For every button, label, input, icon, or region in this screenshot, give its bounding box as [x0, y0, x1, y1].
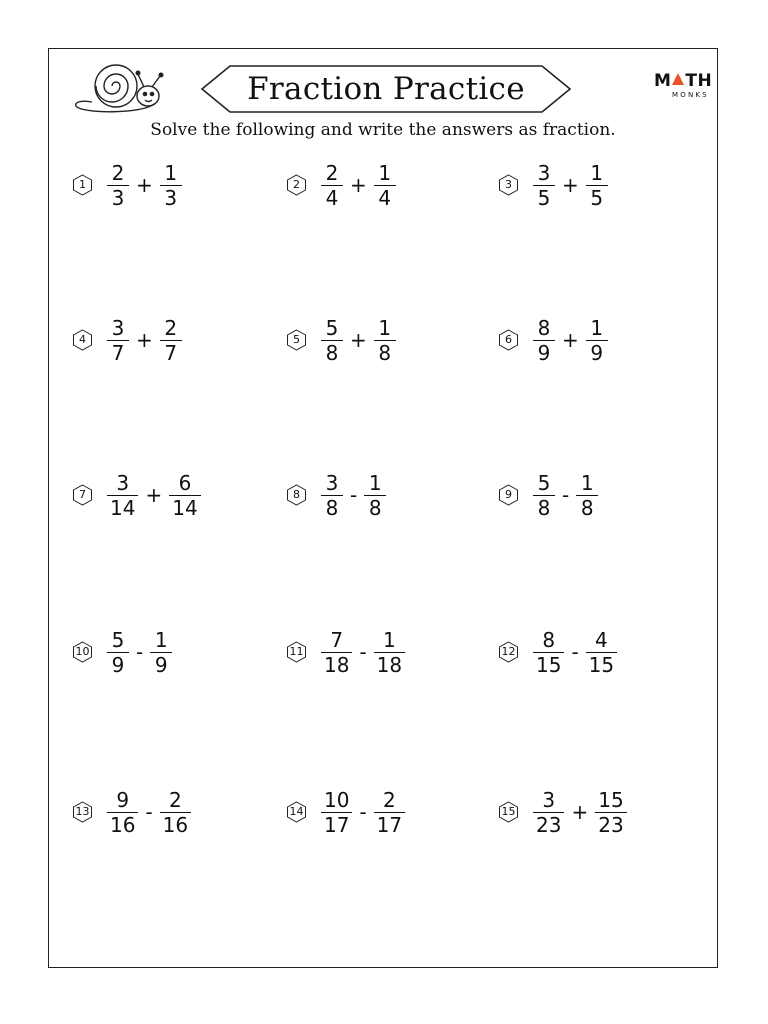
logo-subtext: MONKS — [672, 91, 709, 99]
denominator: 9 — [107, 652, 129, 676]
denominator: 8 — [321, 340, 343, 364]
denominator: 7 — [107, 340, 129, 364]
operator: + — [571, 800, 589, 824]
fraction-a — [107, 162, 129, 209]
fraction-b — [374, 789, 405, 836]
logo-triangle-icon — [672, 73, 684, 85]
problem-number: 15 — [501, 805, 516, 818]
operator: + — [136, 173, 153, 197]
denominator: 23 — [595, 812, 626, 836]
denominator: 18 — [374, 652, 405, 676]
numerator: 1 — [590, 315, 604, 340]
problem-number-badge — [286, 174, 307, 196]
problem-number: 4 — [79, 333, 86, 346]
fraction-a — [533, 472, 555, 519]
problem-item — [72, 310, 182, 370]
fraction-a — [107, 472, 138, 519]
denominator: 17 — [374, 812, 405, 836]
numerator: 6 — [178, 470, 192, 495]
fraction-a — [533, 162, 555, 209]
problem-number-badge — [72, 174, 93, 196]
problem-number-badge — [286, 329, 307, 351]
denominator: 23 — [533, 812, 564, 836]
problem-number: 2 — [293, 178, 300, 191]
problem-number: 14 — [289, 805, 304, 818]
operator: - — [350, 483, 358, 507]
numerator: 1 — [154, 627, 168, 652]
denominator: 8 — [364, 495, 386, 519]
problem-number: 8 — [293, 488, 300, 501]
numerator: 5 — [325, 315, 339, 340]
denominator: 8 — [576, 495, 598, 519]
logo-text-left: M — [654, 71, 672, 91]
denominator: 14 — [169, 495, 200, 519]
operator: - — [359, 640, 367, 664]
numerator: 3 — [325, 470, 339, 495]
numerator: 15 — [598, 787, 624, 812]
instructions: Solve the following and write the answers as fraction. — [150, 120, 616, 140]
problem-item — [72, 782, 191, 842]
problem-number: 1 — [79, 178, 86, 191]
denominator: 5 — [586, 185, 608, 209]
numerator: 1 — [590, 160, 604, 185]
problem-number: 7 — [79, 488, 86, 501]
operator: + — [562, 328, 579, 352]
operator: + — [350, 173, 367, 197]
problem-number-badge — [498, 801, 519, 823]
fraction-a — [107, 629, 129, 676]
fraction-b — [374, 162, 396, 209]
fraction-b — [586, 162, 608, 209]
fraction-b — [160, 789, 191, 836]
fraction-a — [533, 317, 555, 364]
denominator: 15 — [586, 652, 617, 676]
problem-number: 6 — [505, 333, 512, 346]
problem-number: 13 — [75, 805, 90, 818]
denominator: 9 — [150, 652, 172, 676]
problem-item — [286, 465, 386, 525]
fraction-b — [169, 472, 200, 519]
numerator: 1 — [580, 470, 594, 495]
numerator: 10 — [324, 787, 350, 812]
denominator: 7 — [160, 340, 182, 364]
fraction-b — [576, 472, 598, 519]
operator: + — [562, 173, 579, 197]
problem-number-badge — [286, 641, 307, 663]
numerator: 8 — [542, 627, 556, 652]
operator: + — [136, 328, 153, 352]
numerator: 2 — [111, 160, 125, 185]
problem-item — [498, 622, 617, 682]
problem-number-badge — [72, 641, 93, 663]
problem-item — [72, 622, 172, 682]
operator: - — [359, 800, 367, 824]
problem-number: 10 — [75, 645, 90, 658]
numerator: 2 — [164, 315, 178, 340]
numerator: 4 — [595, 627, 608, 652]
fraction-a — [107, 317, 129, 364]
page-title: Fraction Practice — [247, 71, 525, 107]
denominator: 5 — [533, 185, 555, 209]
denominator: 9 — [533, 340, 555, 364]
fraction-a — [321, 317, 343, 364]
problem-item — [72, 155, 182, 215]
problem-number-badge — [286, 484, 307, 506]
denominator: 8 — [533, 495, 555, 519]
denominator: 8 — [321, 495, 343, 519]
problem-item — [286, 155, 396, 215]
problem-number-badge — [72, 329, 93, 351]
denominator: 3 — [160, 185, 182, 209]
problem-number-badge — [286, 801, 307, 823]
numerator: 3 — [537, 160, 551, 185]
numerator: 1 — [378, 160, 392, 185]
problem-number-badge — [72, 801, 93, 823]
numerator: 3 — [542, 787, 556, 812]
numerator: 7 — [330, 627, 344, 652]
fraction-a — [321, 162, 343, 209]
problem-number: 9 — [505, 488, 512, 501]
problem-number-badge — [498, 484, 519, 506]
numerator: 5 — [111, 627, 125, 652]
operator: - — [571, 640, 579, 664]
numerator: 1 — [378, 315, 392, 340]
numerator: 2 — [383, 787, 396, 812]
operator: - — [145, 800, 153, 824]
problem-item — [498, 782, 627, 842]
numerator: 1 — [164, 160, 178, 185]
problem-item — [72, 465, 201, 525]
problem-number: 11 — [289, 645, 304, 658]
numerator: 2 — [169, 787, 182, 812]
fraction-a — [107, 789, 138, 836]
denominator: 15 — [533, 652, 564, 676]
problem-number-badge — [498, 174, 519, 196]
denominator: 9 — [586, 340, 608, 364]
problem-number: 5 — [293, 333, 300, 346]
denominator: 4 — [321, 185, 343, 209]
numerator: 3 — [111, 315, 125, 340]
denominator: 8 — [374, 340, 396, 364]
problem-number: 12 — [501, 645, 516, 658]
denominator: 17 — [321, 812, 352, 836]
fraction-b — [595, 789, 626, 836]
problem-item — [286, 310, 396, 370]
numerator: 2 — [325, 160, 339, 185]
problem-number: 3 — [505, 178, 512, 191]
numerator: 3 — [116, 470, 130, 495]
fraction-a — [321, 472, 343, 519]
operator: + — [145, 483, 163, 507]
snail-illustration — [72, 60, 172, 116]
problem-item — [286, 782, 405, 842]
problem-number-badge — [498, 641, 519, 663]
fraction-b — [364, 472, 386, 519]
problem-item — [498, 310, 608, 370]
problem-item — [498, 155, 608, 215]
fraction-a — [533, 629, 564, 676]
numerator: 8 — [537, 315, 551, 340]
operator: - — [136, 640, 144, 664]
denominator: 18 — [321, 652, 352, 676]
problem-number-badge — [498, 329, 519, 351]
fraction-b — [374, 629, 405, 676]
fraction-b — [374, 317, 396, 364]
problem-item — [498, 465, 598, 525]
problem-number-badge — [72, 484, 93, 506]
fraction-b — [150, 629, 172, 676]
math-monks-logo — [654, 72, 718, 106]
fraction-b — [160, 317, 182, 364]
fraction-a — [321, 629, 352, 676]
logo-text-right: TH — [685, 71, 713, 91]
numerator: 1 — [368, 470, 382, 495]
problem-item — [286, 622, 405, 682]
denominator: 16 — [107, 812, 138, 836]
fraction-a — [321, 789, 352, 836]
operator: - — [562, 483, 570, 507]
denominator: 16 — [160, 812, 191, 836]
operator: + — [350, 328, 367, 352]
fraction-b — [586, 317, 608, 364]
denominator: 3 — [107, 185, 129, 209]
numerator: 9 — [116, 787, 130, 812]
fraction-b — [160, 162, 182, 209]
numerator: 1 — [383, 627, 396, 652]
fraction-b — [586, 629, 617, 676]
denominator: 14 — [107, 495, 138, 519]
numerator: 5 — [537, 470, 551, 495]
denominator: 4 — [374, 185, 396, 209]
fraction-a — [533, 789, 564, 836]
